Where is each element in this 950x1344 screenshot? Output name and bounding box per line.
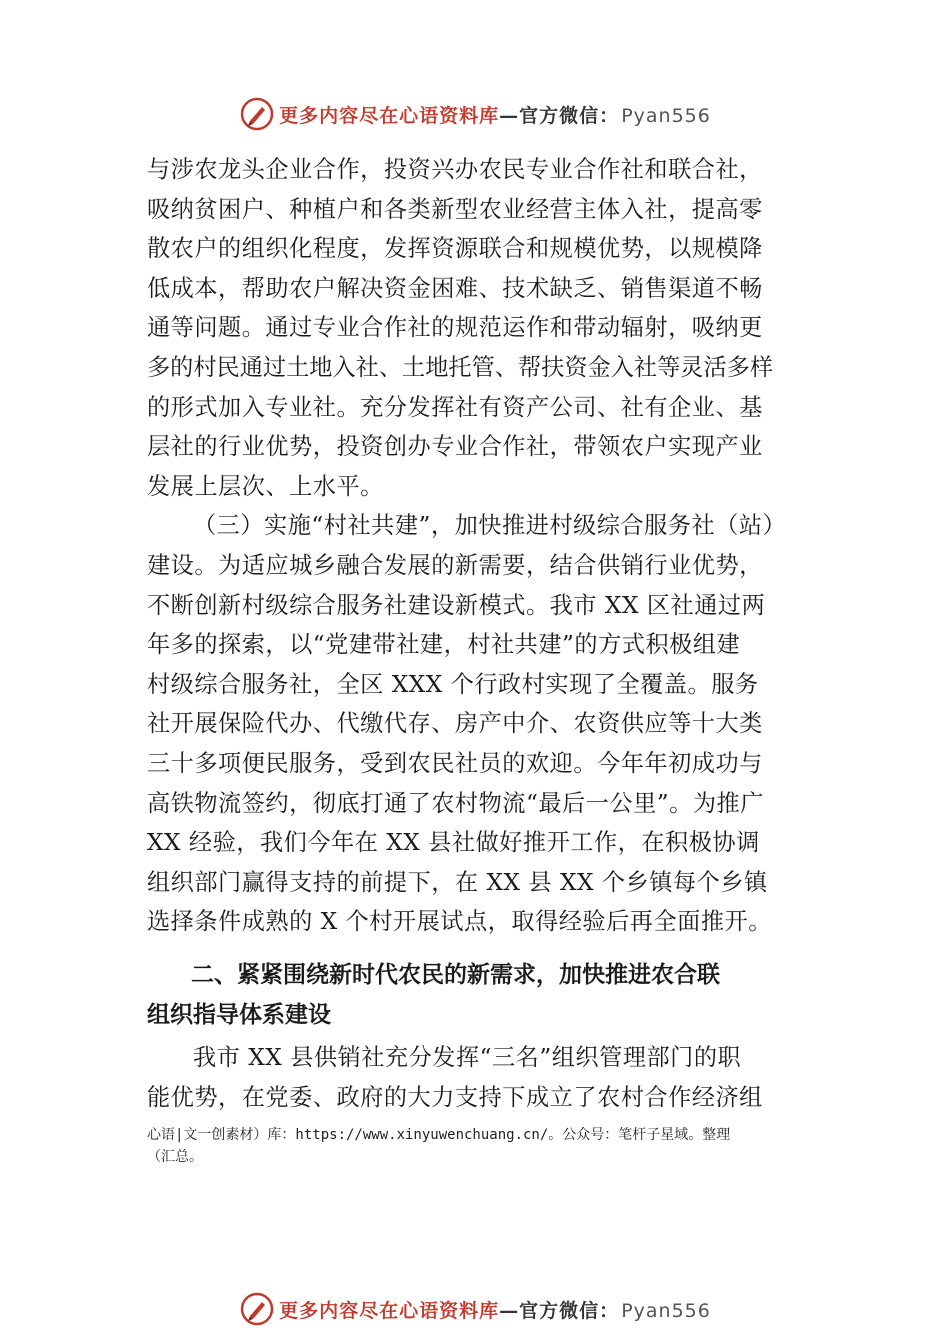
text-line: 的形式加入专业社。充分发挥社有资产公司、社有企业、基: [147, 393, 763, 421]
banner-site: 更多内容尽在心语资料库: [279, 1299, 500, 1322]
source-footnote: [147, 1124, 827, 1168]
pen-logo-icon: [239, 96, 275, 132]
text-line: 通等问题。通过专业合作社的规范运作和带动辐射，吸纳更: [147, 314, 763, 342]
text-line: 选择条件成熟的 X 个村开展试点，取得经验后再全面推开。: [147, 908, 772, 936]
text-line: 层社的行业优势，投资创办专业合作社，带领农户实现产业: [147, 433, 763, 461]
text-line: XX 经验，我们今年在 XX 县社做好推开工作，在积极协调: [147, 829, 760, 857]
header-banner: [0, 92, 950, 136]
banner-site: 更多内容尽在心语资料库: [279, 104, 500, 127]
banner-text: [279, 101, 711, 128]
text-line: 高铁物流签约，彻底打通了农村物流“最后一公里”。为推广: [147, 789, 764, 817]
text-line: 低成本，帮助农户解决资金困难、技术缺乏、销售渠道不畅: [147, 274, 763, 302]
body-text-2: [147, 1038, 819, 1117]
banner-wechat-id: Pyan556: [621, 1299, 711, 1322]
text-line: 社开展保险代办、代缴代存、房产中介、农资供应等十大类: [147, 710, 763, 738]
footer-banner: [0, 1287, 950, 1331]
footnote-line: 心语|文一创素材）库：https://www.xinyuwenchuang.cn/。公众号：笔杆子星域。整理: [147, 1127, 731, 1143]
section-heading: [147, 955, 827, 1035]
text-line: 能优势，在党委、政府的大力支持下成立了农村合作经济组: [147, 1083, 763, 1111]
body-text: [147, 150, 819, 942]
footnote-line: （汇总。: [147, 1149, 203, 1165]
text-line: 建设。为适应城乡融合发展的新需要，结合供销行业优势，: [147, 551, 763, 579]
text-line: 与涉农龙头企业合作，投资兴办农民专业合作社和联合社，: [147, 156, 763, 183]
text-line: 我市 XX 县供销社充分发挥“三名”组织管理部门的职: [193, 1044, 742, 1071]
heading-line: 组织指导体系建设: [147, 1002, 331, 1028]
text-line: 多的村民通过土地入社、土地托管、帮扶资金入社等灵活多样: [147, 353, 774, 381]
text-line: （三）实施“村社共建”，加快推进村级综合服务社（站）: [193, 512, 787, 540]
text-line: 三十多项便民服务，受到农民社员的欢迎。今年年初成功与: [147, 749, 763, 777]
text-line: 发展上层次、上水平。: [147, 472, 384, 500]
text-line: 村级综合服务社，全区 XXX 个行政村实现了全覆盖。服务: [147, 670, 759, 698]
banner-wechat-label: —官方微信：: [499, 104, 620, 127]
heading-line: 二、紧紧围绕新时代农民的新需求，加快推进农合联: [191, 962, 720, 988]
text-line: 不断创新村级综合服务社建设新模式。我市 XX 区社通过两: [147, 591, 766, 619]
banner-wechat-id: Pyan556: [621, 104, 711, 127]
text-line: 吸纳贫困户、种植户和各类新型农业经营主体入社，提高零: [147, 195, 763, 223]
banner-text: [279, 1296, 711, 1323]
banner-wechat-label: —官方微信：: [499, 1299, 620, 1322]
text-line: 组织部门赢得支持的前提下，在 XX 县 XX 个乡镇每个乡镇: [147, 868, 768, 896]
text-line: 年多的探索，以“党建带社建，村社共建”的方式积极组建: [147, 631, 741, 659]
pen-logo-icon: [239, 1291, 275, 1327]
text-line: 散农户的组织化程度，发挥资源联合和规模优势，以规模降: [147, 235, 763, 263]
